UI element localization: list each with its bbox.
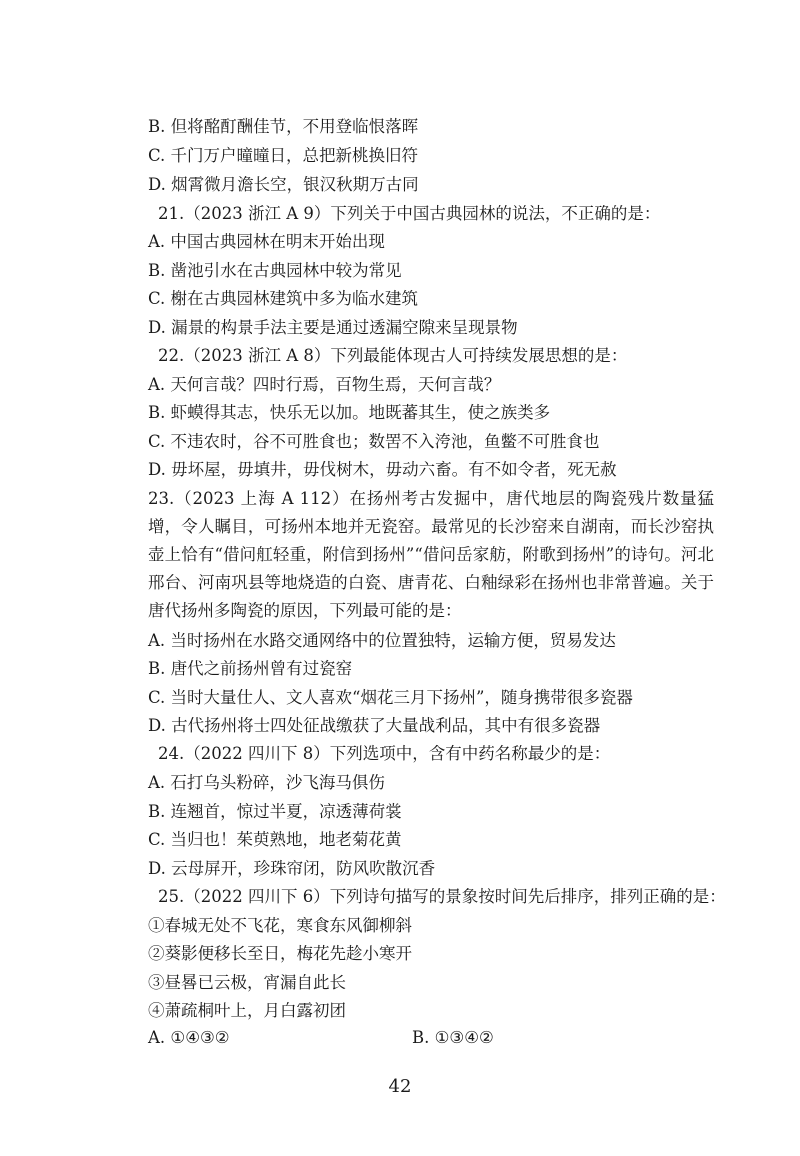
option-line: B. 虾蟆得其志，快乐无以加。地既蕃其生，使之族类多 [148, 403, 551, 422]
poem-line: ③昼晷已云极，宵漏自此长 [148, 973, 346, 992]
option-line: C. 当时大量仕人、文人喜欢“烟花三月下扬州”，随身携带很多瓷器 [148, 688, 633, 707]
option-line: B. ①③④② [412, 1028, 494, 1047]
option-line: B. 凿池引水在古典园林中较为常见 [148, 261, 402, 280]
option-line: D. 古代扬州将士四处征战缴获了大量战利品，其中有很多瓷器 [148, 716, 601, 735]
question-stem: 22.（2023 浙江 A 8）下列最能体现古人可持续发展思想的是： [158, 346, 628, 365]
option-line: A. ①④③② [148, 1028, 230, 1047]
option-line: A. 石打乌头粉碎，沙飞海马俱伤 [148, 773, 385, 792]
option-line: C. 当归也！茱萸熟地，地老菊花黄 [148, 830, 402, 849]
question-stem: 25.（2022 四川下 6）下列诗句描写的景象按时间先后排序，排列正确的是： [158, 887, 726, 906]
option-line: B. 连翘首，惊过半夏，凉透薄荷裳 [148, 802, 402, 821]
poem-line: ①春城无处不飞花，寒食东风御柳斜 [148, 916, 412, 935]
option-line: C. 不违农时，谷不可胜食也；数罟不入洿池，鱼鳖不可胜食也 [148, 432, 600, 451]
question-stem-paragraph [120, 485, 714, 625]
option-line: A. 中国古典园林在明末开始出现 [148, 232, 385, 251]
option-line: D. 烟霄微月澹长空，银汉秋期万古同 [148, 175, 419, 194]
page-number: 42 [388, 1076, 412, 1097]
poem-line: ④萧疏桐叶上，月白露初团 [148, 1001, 346, 1020]
question-stem: 23.（2023 上海 A 112）在扬州考古发掘中，唐代地层的陶瓷残片数量猛增，令人瞩目，可扬州本地并无瓷窑。最常见的长沙窑来自湖南，而长沙窑执壶上恰有“借问舡轻重，附信到扬州”“借问岳家舫，附歌到扬州”的诗句。河北邢台、河南巩县等地烧造的白瓷、唐青花、白釉绿彩在扬州也非常普遍。关于唐代扬州多陶瓷的原因，下列最可能的是： [148, 489, 714, 620]
option-line: D. 漏景的构景手法主要是通过透漏空隙来呈现景物 [148, 318, 518, 337]
option-line: A. 当时扬州在水路交通网络中的位置独特，运输方便，贸易发达 [148, 631, 616, 650]
option-line: C. 千门万户曈曈日，总把新桃换旧符 [148, 146, 419, 165]
option-line: B. 唐代之前扬州曾有过瓷窑 [148, 659, 353, 678]
option-line: D. 云母屏开，珍珠帘闭，防风吹散沉香 [148, 859, 436, 878]
option-line: B. 但将酩酊酬佳节，不用登临恨落晖 [148, 117, 419, 136]
option-line: A. 天何言哉？四时行焉，百物生焉，天何言哉？ [148, 375, 501, 394]
poem-line: ②葵影便移长至日，梅花先趁小寒开 [148, 944, 412, 963]
question-stem: 24.（2022 四川下 8）下列选项中，含有中药名称最少的是： [158, 744, 611, 763]
option-line: D. 毋坏屋，毋填井，毋伐树木，毋动六畜。有不如令者，死无赦 [148, 460, 617, 479]
question-stem: 21.（2023 浙江 A 9）下列关于中国古典园林的说法，不正确的是： [158, 204, 661, 223]
option-line: C. 榭在古典园林建筑中多为临水建筑 [148, 289, 419, 308]
